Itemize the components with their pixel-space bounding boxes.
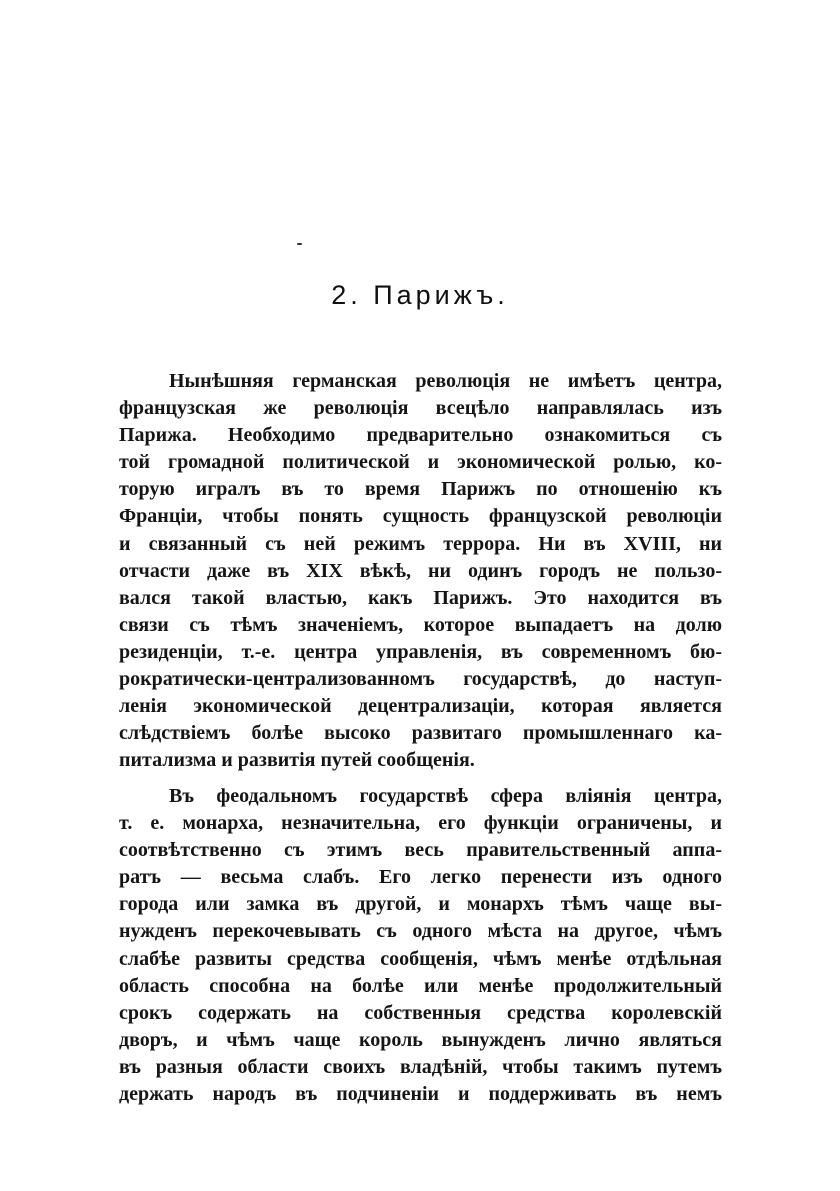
text-line: отчасти даже въ XIX вѣкѣ, ни одинъ городъ не пользо- bbox=[119, 559, 722, 582]
text-line: слѣдствіемъ болѣе высоко развитаго промышленнаго ка- bbox=[119, 722, 722, 745]
text-line: срокъ содержать на собственныя средства королевскій bbox=[119, 1001, 722, 1024]
paragraph-lines bbox=[119, 368, 722, 774]
text-line: ленія экономической децентрализаціи, которая является bbox=[119, 695, 722, 718]
text-line: въ разныя области своихъ владѣній, чтобы такимъ путемъ bbox=[119, 1055, 722, 1078]
chapter-heading: 2. Парижъ. bbox=[331, 280, 509, 310]
text-line: связи съ тѣмъ значеніемъ, которое выпадаетъ на долю bbox=[119, 613, 722, 636]
text-line: и связанный съ ней режимъ террора. Ни въ XVIII, ни bbox=[119, 532, 722, 555]
text-line: нужденъ перекочевывать съ одного мѣста на другое, чѣмъ bbox=[119, 920, 722, 943]
print-speck bbox=[297, 243, 302, 245]
text-line: т. е. монарха, незначительна, его функціи ограничены, и bbox=[119, 812, 722, 835]
text-line: торую игралъ въ то время Парижъ по отношенію къ bbox=[119, 478, 722, 501]
text-line: Въ феодальномъ государствѣ сфера вліянія центра, bbox=[169, 785, 722, 807]
text-line: питализма и развитія путей сообщенія. bbox=[119, 749, 475, 772]
text-line: держать народъ въ подчиненіи и поддерживать въ немъ bbox=[119, 1083, 722, 1106]
text-line: вался такой властью, какъ Парижъ. Это находится въ bbox=[119, 586, 722, 609]
paragraph-1 bbox=[119, 368, 722, 774]
paragraph-2 bbox=[119, 783, 722, 1108]
text-line: Парижа. Необходимо предварительно ознакомиться съ bbox=[119, 424, 722, 447]
text-line: соотвѣтственно съ этимъ весь правительственный аппа- bbox=[119, 839, 722, 862]
text-line: слабѣе развиты средства сообщенія, чѣмъ менѣе отдѣльная bbox=[119, 947, 722, 970]
text-line: резиденціи, т.-е. центра управленія, въ современномъ бю- bbox=[119, 640, 722, 663]
text-line: область способна на болѣе или менѣе продолжительный bbox=[119, 974, 722, 997]
text-line: ратъ — весьма слабъ. Его легко перенести изъ одного bbox=[119, 866, 722, 889]
text-line: дворъ, и чѣмъ чаще король вынужденъ лично являться bbox=[119, 1028, 722, 1051]
text-line: рократически-централизованномъ государствѣ, до наступ- bbox=[119, 668, 722, 691]
text-line: Нынѣшняя германская революція не имѣетъ центра, bbox=[169, 370, 722, 392]
text-line: Франціи, чтобы понять сущность французской революціи bbox=[119, 505, 722, 528]
text-line: города или замка въ другой, и монархъ тѣмъ чаще вы- bbox=[119, 893, 722, 916]
text-line: французская же революція всецѣло направлялась изъ bbox=[119, 397, 722, 420]
text-line: той громадной политической и экономической ролью, ко- bbox=[119, 451, 722, 474]
paragraph-lines bbox=[119, 783, 722, 1108]
